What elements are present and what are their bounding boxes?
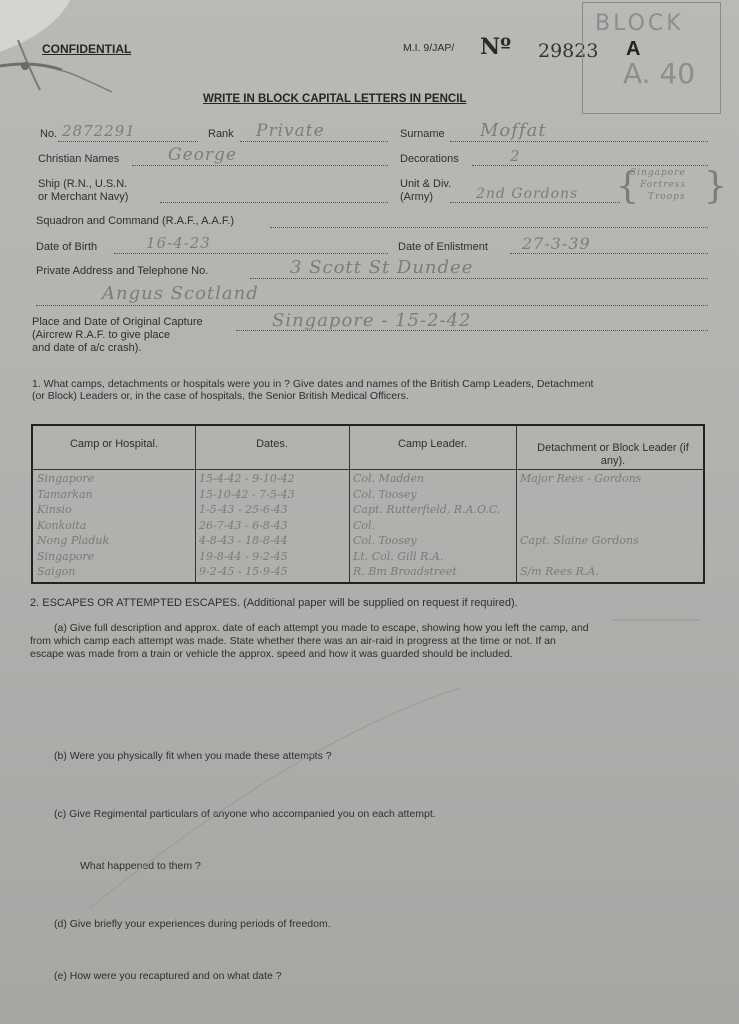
- surname-value: Moffat: [480, 120, 547, 141]
- cell-dates: 15-4-42 - 9-10-42: [199, 472, 295, 485]
- address-value-1: 3 Scott St Dundee: [290, 257, 474, 278]
- question-2a-line-2: from which camp each attempt was made. State whether there was an air-raid in progress at the time or not. If an: [30, 635, 556, 647]
- cell-camp: Tamarkan: [37, 487, 93, 501]
- unit-note-brace: {: [616, 166, 640, 207]
- form-number: 29823: [538, 40, 599, 62]
- cell-dates: 4-8-43 - 18-8-44: [199, 534, 288, 547]
- header-detachment-leader: Detachment or Block Leader (if any).: [537, 442, 689, 467]
- cell-dates: 9-2-45 - 15-9-45: [199, 565, 288, 578]
- question-2-title: 2. ESCAPES OR ATTEMPTED ESCAPES. (Additional paper will be supplied on request if required).: [30, 597, 518, 609]
- enlistment-value: 27-3-39: [522, 234, 591, 253]
- christian-names-label: Christian Names: [38, 153, 120, 165]
- form-reference: M.I. 9/JAP/: [403, 42, 455, 54]
- stamp-code: A. 40: [623, 57, 696, 90]
- cell-camp: Konkoita: [37, 518, 87, 532]
- address-label: Private Address and Telephone No.: [36, 265, 209, 277]
- question-2e: (e) How were you recaptured and on what date ?: [54, 970, 282, 982]
- series-mark: A: [626, 38, 641, 60]
- capture-label-2: (Aircrew R.A.F. to give place: [32, 329, 171, 341]
- question-2c-followup: What happened to them ?: [80, 860, 201, 872]
- capture-label-3: and date of a/c crash).: [32, 342, 142, 354]
- question-2d: (d) Give briefly your experiences during periods of freedom.: [54, 918, 331, 930]
- cell-camp-leader: Capt. Rutterfield, R.A.O.C.: [353, 503, 501, 516]
- ship-label-1: Ship (R.N., U.S.N.: [38, 178, 128, 190]
- cell-camp-leader: Col. Toosey: [353, 534, 417, 547]
- surname-label: Surname: [400, 128, 445, 140]
- unit-note-2: Fortress: [640, 180, 686, 190]
- cell-dates: 15-10-42 - 7-5-43: [199, 487, 295, 501]
- cell-camp-leader: Lt. Col. Gill R.A.: [353, 549, 444, 563]
- unit-label-2: (Army): [400, 191, 433, 203]
- question-1-line-1: 1. What camps, detachments or hospitals were you in ? Give dates and names of the British Camp Leaders, Detachment: [32, 378, 594, 390]
- question-2c: (c) Give Regimental particulars of anyone who accompanied you on each attempt.: [54, 808, 436, 820]
- confidential-label: CONFIDENTIAL: [42, 42, 132, 56]
- decorations-label: Decorations: [400, 153, 459, 165]
- ship-label-2: or Merchant Navy): [38, 191, 129, 203]
- cell-dates: 19-8-44 - 9-2-45: [199, 549, 288, 563]
- unit-label-1: Unit & Div.: [400, 178, 452, 190]
- cell-camp-leader: R. Bm Broadstreet: [353, 565, 457, 578]
- cell-camp: Singapore: [37, 549, 95, 563]
- cell-dates: 26-7-43 - 6-8-43: [199, 518, 288, 532]
- cell-camp-leader: Col. Madden: [353, 472, 425, 485]
- capture-value: Singapore - 15-2-42: [272, 310, 472, 331]
- address-value-2: Angus Scotland: [102, 283, 259, 304]
- unit-note-3: Troops: [648, 192, 686, 202]
- rank-label: Rank: [208, 128, 234, 140]
- header-camp: Camp or Hospital.: [69, 438, 159, 450]
- header-dates: Dates.: [256, 438, 288, 450]
- capture-label-1: Place and Date of Original Capture: [32, 316, 203, 328]
- cell-detachment-leader: Capt. Slaine Gordons: [520, 534, 639, 547]
- instruction-heading: WRITE IN BLOCK CAPITAL LETTERS IN PENCIL: [203, 93, 467, 105]
- cell-detachment-leader: S/m Rees R.A.: [520, 565, 599, 578]
- number-sign: Nº: [480, 34, 512, 60]
- question-2b: (b) Were you physically fit when you made these attempts ?: [54, 750, 332, 762]
- dob-value: 16-4-23: [146, 234, 211, 252]
- unit-note-brace-close: }: [704, 166, 728, 207]
- enlistment-label: Date of Enlistment: [398, 241, 488, 253]
- cell-dates: 1-5-43 - 25-6-43: [199, 503, 288, 516]
- cell-camp: Kinsio: [37, 503, 72, 516]
- unit-note-1: Singapore: [630, 168, 686, 178]
- christian-names-value: George: [168, 145, 237, 165]
- stamp-word: BLOCK: [595, 11, 684, 36]
- question-2a-line-3: escape was made from a train or vehicle the approx. speed and how it was guarded should be included.: [30, 648, 513, 660]
- question-2a-line-1: (a) Give full description and approx. date of each attempt you made to escape, showing how you left the camp, and: [54, 622, 589, 634]
- rank-value: Private: [256, 121, 325, 141]
- unit-value: 2nd Gordons: [476, 186, 579, 202]
- dob-label: Date of Birth: [36, 241, 98, 253]
- cell-camp: Nong Pladuk: [37, 534, 110, 547]
- squadron-label: Squadron and Command (R.A.F., A.A.F.): [36, 215, 235, 227]
- no-label: No.: [40, 128, 58, 140]
- cell-camp-leader: Col.: [353, 518, 376, 532]
- header-camp-leader: Camp Leader.: [397, 438, 468, 450]
- no-value: 2872291: [62, 122, 136, 140]
- cell-detachment-leader: Major Rees - Gordons: [520, 472, 642, 485]
- decorations-value: 2: [510, 147, 521, 165]
- cell-camp-leader: Col. Toosey: [353, 487, 417, 501]
- question-1-line-2: (or Block) Leaders or, in the case of hospitals, the Senior British Medical Officers.: [32, 390, 409, 402]
- cell-camp: Saigon: [37, 565, 76, 578]
- cell-camp: Singapore: [37, 472, 95, 485]
